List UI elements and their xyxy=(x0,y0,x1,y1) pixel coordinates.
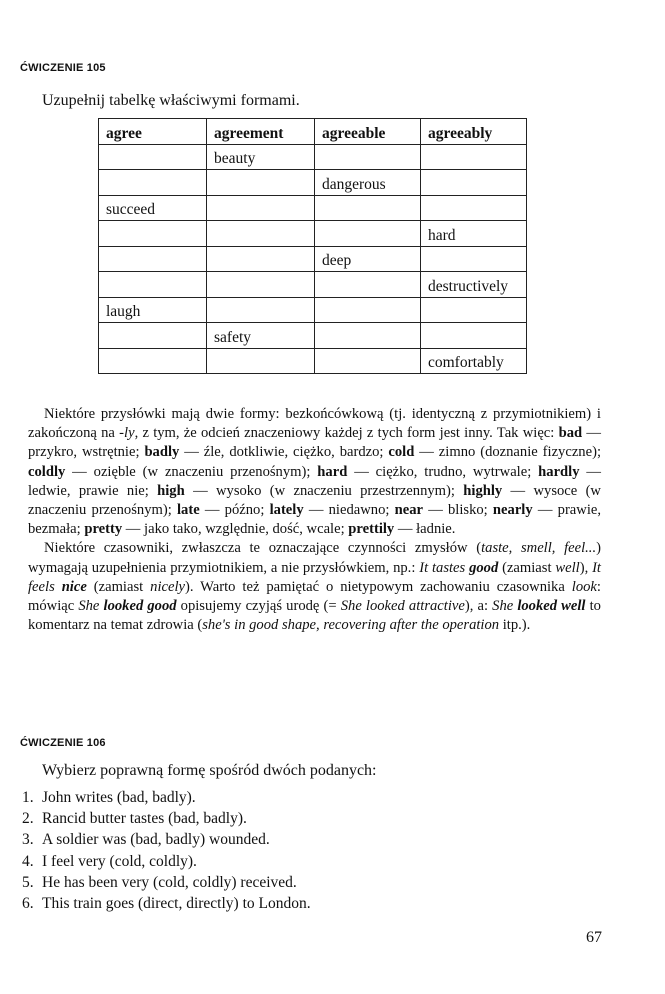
text-segment: , z tym, że odcień znaczeniowy każdej z tych form jest inny. Tak więc: xyxy=(134,425,559,442)
table-cell xyxy=(99,170,207,196)
list-item-text: This train goes (direct, directly) to London. xyxy=(42,895,311,913)
table-cell xyxy=(315,272,421,298)
list-item-text: I feel very (cold, coldly). xyxy=(42,852,197,870)
table-cell: safety xyxy=(207,323,315,349)
table-row xyxy=(99,323,527,349)
text-segment: — późno; xyxy=(199,502,270,519)
text-segment: pretty xyxy=(84,521,123,538)
table-cell: succeed xyxy=(99,195,207,221)
explanation-paragraph-2 xyxy=(28,539,601,635)
text-segment: highly xyxy=(463,482,503,499)
text-segment: (zamiast xyxy=(86,578,151,595)
text-segment: looked well xyxy=(517,598,586,615)
table-cell xyxy=(207,170,315,196)
table-cell xyxy=(421,170,527,196)
text-segment: badly xyxy=(144,444,180,461)
table-header-cell: agree xyxy=(99,119,207,145)
list-item xyxy=(22,808,311,829)
text-segment: — ledwie, prawie nie; xyxy=(28,463,601,499)
text-segment: — prawie, bezmała; xyxy=(28,502,601,538)
text-segment: prettily xyxy=(348,521,395,538)
text-segment: itp.). xyxy=(499,617,531,634)
list-item xyxy=(22,893,311,914)
text-segment: — źle, dotkliwie, ciężko, bardzo; xyxy=(179,444,389,461)
table-cell: beauty xyxy=(207,144,315,170)
text-segment: ), xyxy=(579,559,593,576)
text-segment: look xyxy=(571,578,597,595)
text-segment: coldly xyxy=(28,463,66,480)
explanation-paragraph-1 xyxy=(28,405,601,539)
table-cell xyxy=(99,144,207,170)
text-segment: : mówiąc xyxy=(28,578,601,615)
text-segment: — przykro, wstrętnie; xyxy=(28,425,601,461)
text-segment: — jako tako, względnie, dość, wcale; xyxy=(122,521,349,538)
table-cell xyxy=(207,348,315,374)
text-segment: bad xyxy=(558,425,583,442)
table-cell: hard xyxy=(421,221,527,247)
text-segment: to komentarz na temat zdrowia ( xyxy=(28,598,601,634)
text-segment: late xyxy=(176,502,200,519)
table-row xyxy=(99,144,527,170)
text-segment: — ładnie. xyxy=(394,521,456,538)
text-segment: she's in good shape, recovering after the operation xyxy=(202,617,500,634)
text-segment: high xyxy=(157,482,185,499)
text-segment: lately xyxy=(269,502,304,519)
list-item-number: 2. xyxy=(22,810,34,828)
text-segment: ) wymagają uzupełnienia przymiotnikiem, a nie przysłówkiem, np.: xyxy=(28,540,601,576)
table-cell xyxy=(315,348,421,374)
list-item xyxy=(22,829,311,850)
list-item-text: Rancid butter tastes (bad, badly). xyxy=(42,810,247,828)
table-row xyxy=(99,221,527,247)
text-segment: She xyxy=(78,598,104,615)
text-segment: good xyxy=(469,559,499,576)
text-segment: nearly xyxy=(492,502,533,519)
table-cell xyxy=(99,246,207,272)
text-segment: It feels xyxy=(28,559,601,595)
exercise-105-instruction: Uzupełnij tabelkę właściwymi formami. xyxy=(42,92,300,109)
table-row xyxy=(99,195,527,221)
table-cell xyxy=(99,348,207,374)
list-item-text: A soldier was (bad, badly) wounded. xyxy=(42,831,270,849)
table-cell xyxy=(207,195,315,221)
table-cell xyxy=(207,246,315,272)
text-segment: near xyxy=(394,502,423,519)
text-segment: — ozięble (w znaczeniu przenośnym); xyxy=(65,463,318,480)
adverb-explanation xyxy=(28,405,601,635)
table-cell xyxy=(315,323,421,349)
text-segment: — zimno (doznanie fizyczne); xyxy=(414,444,601,461)
table-cell xyxy=(315,195,421,221)
table-cell: deep xyxy=(315,246,421,272)
exercise-106-heading: ĆWICZENIE 106 xyxy=(20,737,106,749)
table-cell xyxy=(315,297,421,323)
word-forms-table xyxy=(98,118,527,374)
list-item xyxy=(22,851,311,872)
text-segment: opisujemy czyjąś urodę (= xyxy=(176,598,341,615)
table-row xyxy=(99,272,527,298)
text-segment: well xyxy=(555,559,580,576)
text-segment: hard xyxy=(317,463,348,480)
table-header-cell: agreeably xyxy=(421,119,527,145)
table-cell xyxy=(421,246,527,272)
text-segment: nicely xyxy=(150,578,185,595)
text-segment: — wysoko (w znaczeniu przestrzennym); xyxy=(184,482,464,499)
text-segment: She xyxy=(492,598,518,615)
table-cell xyxy=(99,221,207,247)
list-item-text: He has been very (cold, coldly) received. xyxy=(42,873,297,891)
table-row xyxy=(99,297,527,323)
text-segment: — wysoce (w znaczeniu przenośnym); xyxy=(28,482,601,519)
text-segment: ), a: xyxy=(464,598,493,615)
text-segment: It tastes xyxy=(419,559,470,576)
table-cell xyxy=(99,272,207,298)
text-segment: hardly xyxy=(538,463,580,480)
page-number: 67 xyxy=(586,929,602,946)
list-item xyxy=(22,787,311,808)
table-row xyxy=(99,348,527,374)
text-segment: cold xyxy=(388,444,415,461)
table-cell: laugh xyxy=(99,297,207,323)
text-segment: She looked attractive xyxy=(340,598,465,615)
exercise-106-instruction: Wybierz poprawną formę spośród dwóch podanych: xyxy=(42,762,377,779)
table-header-cell: agreement xyxy=(207,119,315,145)
text-segment: ). Warto też pamiętać o nietypowym zachowaniu czasownika xyxy=(185,578,572,595)
table-header-row xyxy=(99,119,527,145)
text-segment: — ciężko, trudno, wytrwale; xyxy=(347,463,539,480)
table-cell xyxy=(207,272,315,298)
table-cell xyxy=(421,144,527,170)
list-item-number: 4. xyxy=(22,852,34,870)
text-segment: Niektóre czasowniki, zwłaszcza te oznaczające czynności zmysłów ( xyxy=(44,540,482,557)
text-segment: nice xyxy=(61,578,87,595)
exercise-105-heading: ĆWICZENIE 105 xyxy=(20,62,106,74)
text-segment: — blisko; xyxy=(423,502,493,519)
table-cell: destructively xyxy=(421,272,527,298)
table-cell xyxy=(315,221,421,247)
table-cell xyxy=(99,323,207,349)
table-cell: dangerous xyxy=(315,170,421,196)
table-row xyxy=(99,170,527,196)
list-item-number: 5. xyxy=(22,873,34,891)
text-segment: (zamiast xyxy=(498,559,556,576)
table-cell xyxy=(315,144,421,170)
table-header-cell: agreeable xyxy=(315,119,421,145)
list-item-number: 3. xyxy=(22,831,34,849)
table-cell xyxy=(421,195,527,221)
exercise-106-list xyxy=(22,787,311,914)
text-segment: — niedawno; xyxy=(303,502,395,519)
table-row xyxy=(99,246,527,272)
table-cell xyxy=(207,297,315,323)
table-cell xyxy=(207,221,315,247)
text-segment: -ly xyxy=(119,425,135,442)
table-cell xyxy=(421,297,527,323)
table-cell xyxy=(421,323,527,349)
list-item-number: 1. xyxy=(22,789,34,806)
text-segment: Niektóre przysłówki mają dwie formy: bezkońcówkową (tj. identyczną z przymiotnikiem) i zakończoną na xyxy=(28,406,601,442)
list-item xyxy=(22,872,311,893)
table-cell: comfortably xyxy=(421,348,527,374)
text-segment: looked good xyxy=(103,598,177,615)
list-item-text: John writes (bad, badly). xyxy=(42,789,196,806)
list-item-number: 6. xyxy=(22,895,34,913)
text-segment: taste, smell, feel... xyxy=(481,540,597,557)
